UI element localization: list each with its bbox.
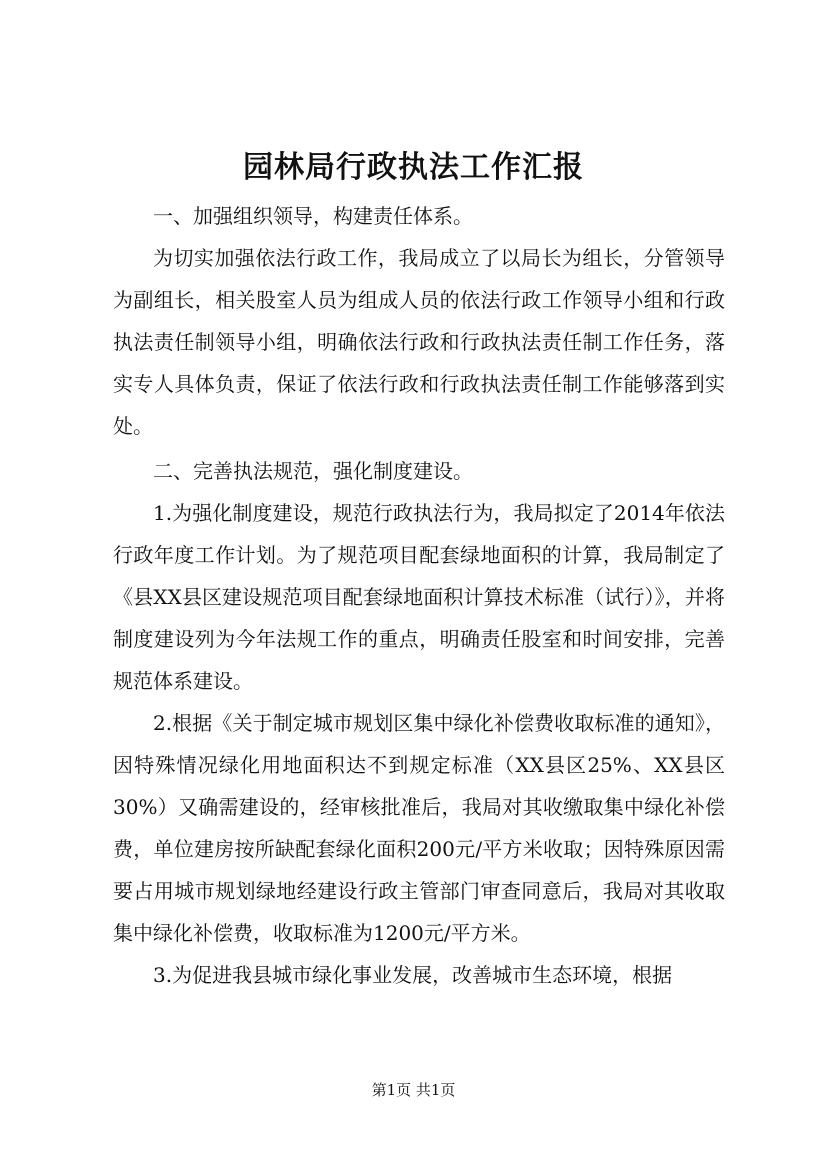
paragraph: 2.根据《关于制定城市规划区集中绿化补偿费收取标准的通知》，因特殊情况绿化用地面积达不到规定标准（XX县区25%、XX县区30%）又确需建设的，经审核批准后，我局对其收缴取集中绿化补偿费，单位建房按所缺配套绿化面积200元/平方米收取；因特殊原因需要占用城市规划绿地经建设行政主管部门审查同意后，我局对其收取集中绿化补偿费，收取标准为1200元/平方米。 [113,711,725,945]
page-footer: 第1页 共1页 [371,1081,456,1099]
document-title: 园林局行政执法工作汇报 [243,150,584,185]
paragraph: 1.为强化制度建设，规范行政执法行为，我局拟定了2014年依法行政年度工作计划。为了规范项目配套绿地面积的计算，我局制定了《县XX县区建设规范项目配套绿地面积计算技术标准（试行）》，并将制度建设列为今年法规工作的重点，明确责任股室和时间安排，完善规范体系建设。 [113,501,725,693]
section-heading-2: 二、完善执法规范，强化制度建设。 [153,459,473,483]
document-body [113,195,725,996]
paragraph: 3.为促进我县城市绿化事业发展，改善城市生态环境，根据 [153,963,673,987]
paragraph: 为切实加强依法行政工作，我局成立了以局长为组长，分管领导为副组长，相关股室人员为组成人员的依法行政工作领导小组和行政执法责任制领导小组，明确依法行政和行政执法责任制工作任务，落实专人具体负责，保证了依法行政和行政执法责任制工作能够落到实处。 [113,246,725,438]
section-heading-1: 一、加强组织领导，构建责任体系。 [153,204,473,228]
